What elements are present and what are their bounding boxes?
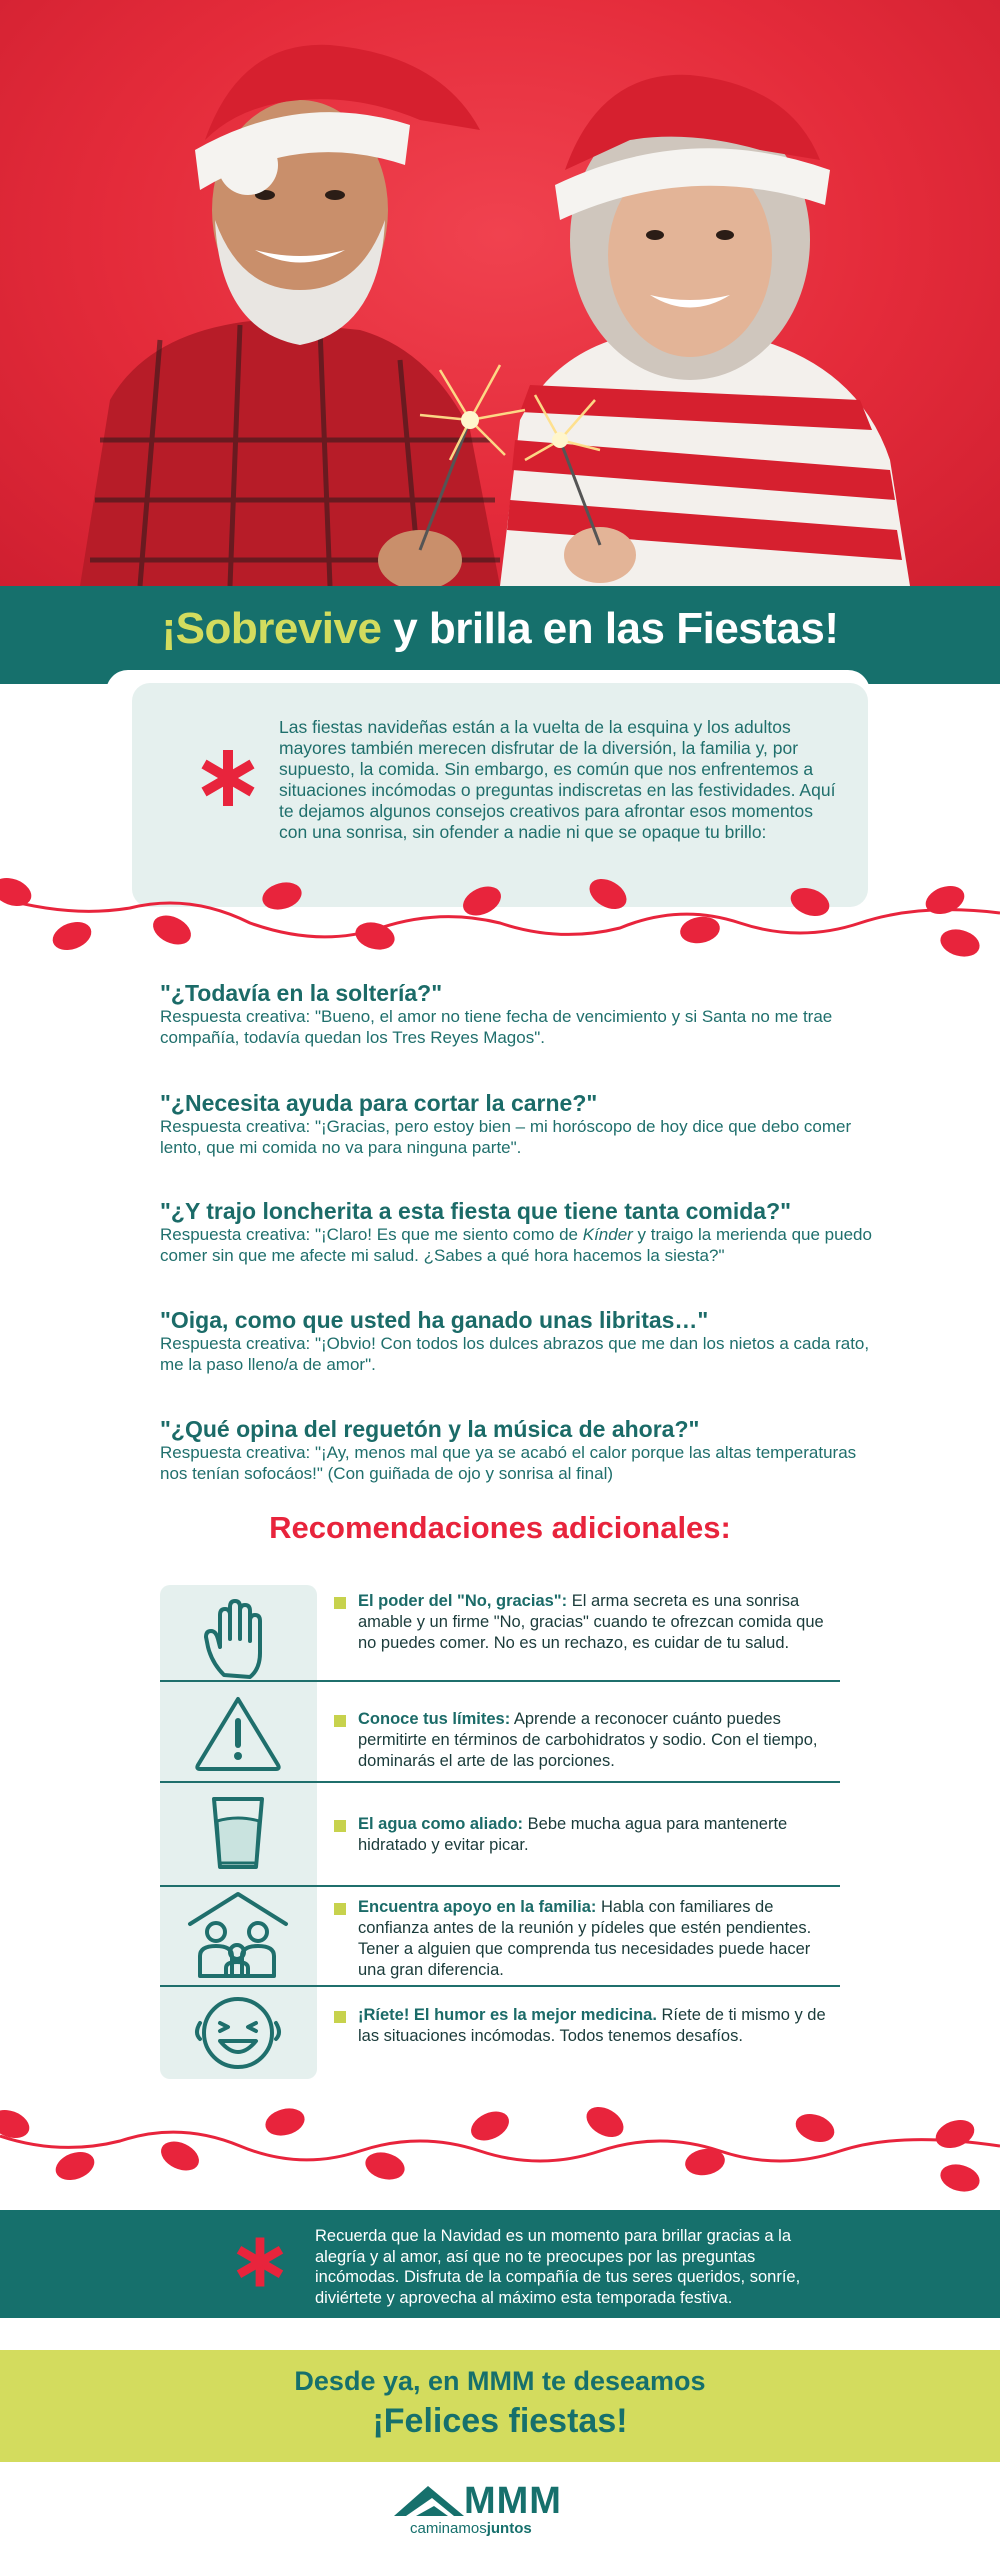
wish-line-1: Desde ya, en MMM te deseamos <box>294 2366 706 2396</box>
question-item <box>160 1416 880 1484</box>
title-rest: y brilla en las Fiestas! <box>381 604 839 653</box>
hero-illustration <box>0 0 1000 586</box>
question-text: "Oiga, como que usted ha ganado unas libritas…" <box>160 1307 709 1333</box>
closing-text: Recuerda que la Navidad es un momento para brillar gracias a la alegría y al amor, así que no te preocupes por las preguntas incómodas. Disfruta de la compañía de tus seres queridos, sonríe, diviértete y aprovecha al máximo esta temporada festiva. <box>315 2227 801 2307</box>
tip-text <box>358 1814 828 1856</box>
tip-bullet <box>334 1903 346 1915</box>
tip-text <box>358 1897 828 1981</box>
answer-part: y traigo la merienda que puedo comer sin que me afecte mi salud. ¿Sabes a qué hora hacemos la siesta?" <box>160 1225 872 1265</box>
question-item <box>160 1198 880 1266</box>
christmas-lights-bottom <box>0 2096 1000 2196</box>
answer-text: Respuesta creativa: "¡Ay, menos mal que ya se acabó el calor porque las altas temperaturas nos tenían sofocáos!" (Con guiñada de ojo y sonrisa al final) <box>160 1443 857 1483</box>
tip-separator <box>160 1885 840 1887</box>
question-text: "¿Necesita ayuda para cortar la carne?" <box>160 1090 598 1116</box>
wish-line-2: ¡Felices fiestas! <box>372 2402 628 2440</box>
tip-separator <box>160 1781 840 1783</box>
answer-emphasis: Kínder <box>582 1225 633 1244</box>
tip-title: Encuentra apoyo en la familia: <box>358 1898 597 1916</box>
tip-bullet <box>334 1597 346 1609</box>
logo-wordmark: MMM <box>464 2480 562 2522</box>
answer-text: Respuesta creativa: "¡Gracias, pero estoy bien – mi horóscopo de hoy dice que debo comer lento, que mi comida no va para ninguna parte". <box>160 1117 852 1157</box>
title-highlight: ¡Sobrevive <box>161 604 382 653</box>
asterisk-icon <box>196 746 260 810</box>
tip-separator <box>160 1985 840 1987</box>
question-text: "¿Y trajo loncherita a esta fiesta que tiene tanta comida?" <box>160 1198 792 1224</box>
mmm-logo <box>392 2480 612 2540</box>
answer-text: Respuesta creativa: "Bueno, el amor no tiene fecha de vencimiento y si Santa no me trae compañía, todavía quedan los Tres Reyes Magos". <box>160 1007 833 1047</box>
tip-title: ¡Ríete! El humor es la mejor medicina. <box>358 2006 657 2024</box>
tip-body: El arma secreta es una sonrisa amable y un firme "No, gracias" cuando te ofrezcan comida que no puedes comer. No es un rechazo, es cuidar de tu salud. <box>358 1592 824 1652</box>
recommendations-title: Recomendaciones adicionales: <box>269 1510 731 1545</box>
question-item <box>160 1090 880 1158</box>
tip-title: Conoce tus límites: <box>358 1710 511 1728</box>
answer-part: Respuesta creativa: "¡Claro! Es que me siento como de <box>160 1225 583 1244</box>
question-item <box>160 1307 880 1375</box>
tip-body: Habla con familiares de confianza antes de la reunión y pídeles que estén pendientes. Tener a alguien que comprenda tus necesidades puede hacer una gran diferencia. <box>358 1898 812 1979</box>
question-text: "¿Qué opina del reguetón y la música de ahora?" <box>160 1416 700 1442</box>
tip-title: El agua como aliado: <box>358 1815 524 1833</box>
tip-bullet <box>334 2011 346 2023</box>
tips-box <box>160 1585 840 2079</box>
hero-photo <box>0 0 1000 586</box>
warning-icon <box>190 1693 286 1773</box>
intro-text: Las fiestas navideñas están a la vuelta de la esquina y los adultos mayores también merecen disfrutar de la diversión, la familia y, por supuesto, la comida. Sin embargo, es común que nos enfrentemos a situaciones incómodas o preguntas indiscretas en las festividades. Aquí te dejamos algunos consejos creativos para afrontar esos momentos con una sonrisa, sin ofender a nadie ni que se opaque tu brillo: <box>279 717 836 842</box>
asterisk-icon <box>232 2234 288 2290</box>
tip-body: Bebe mucha agua para mantenerte hidratado y evitar picar. <box>358 1815 788 1854</box>
water-glass-icon <box>190 1793 286 1873</box>
tip-title: El poder del "No, gracias": <box>358 1592 568 1610</box>
tip-body: Aprende a reconocer cuánto puedes permitirte en términos de carbohidratos y sodio. Con el tiempo, dominarás el arte de las porciones. <box>358 1710 818 1770</box>
tip-separator <box>160 1680 840 1682</box>
tip-text <box>358 1709 828 1772</box>
question-item <box>160 980 880 1048</box>
answer-text <box>160 1224 880 1266</box>
logo-tagline <box>410 2520 532 2537</box>
tip-text <box>358 1591 828 1654</box>
mountain-icon <box>392 2484 466 2518</box>
tip-bullet <box>334 1715 346 1727</box>
laughing-face-icon <box>190 1993 286 2073</box>
tip-text <box>358 2005 828 2047</box>
question-text: "¿Todavía en la soltería?" <box>160 980 443 1006</box>
tip-bullet <box>334 1820 346 1832</box>
tip-body: Ríete de ti mismo y de las situaciones incómodas. Todos tenemos desafíos. <box>358 2006 826 2045</box>
christmas-lights-top <box>0 868 1000 968</box>
family-house-icon <box>186 1890 290 1980</box>
page-title <box>0 604 1000 654</box>
raised-hand-icon <box>190 1597 286 1687</box>
logo-tag-light: caminamos <box>410 2520 487 2537</box>
answer-text: Respuesta creativa: "¡Obvio! Con todos los dulces abrazos que me dan los nietos a cada rato, me la paso lleno/a de amor". <box>160 1334 870 1374</box>
logo-tag-bold: juntos <box>486 2520 532 2537</box>
